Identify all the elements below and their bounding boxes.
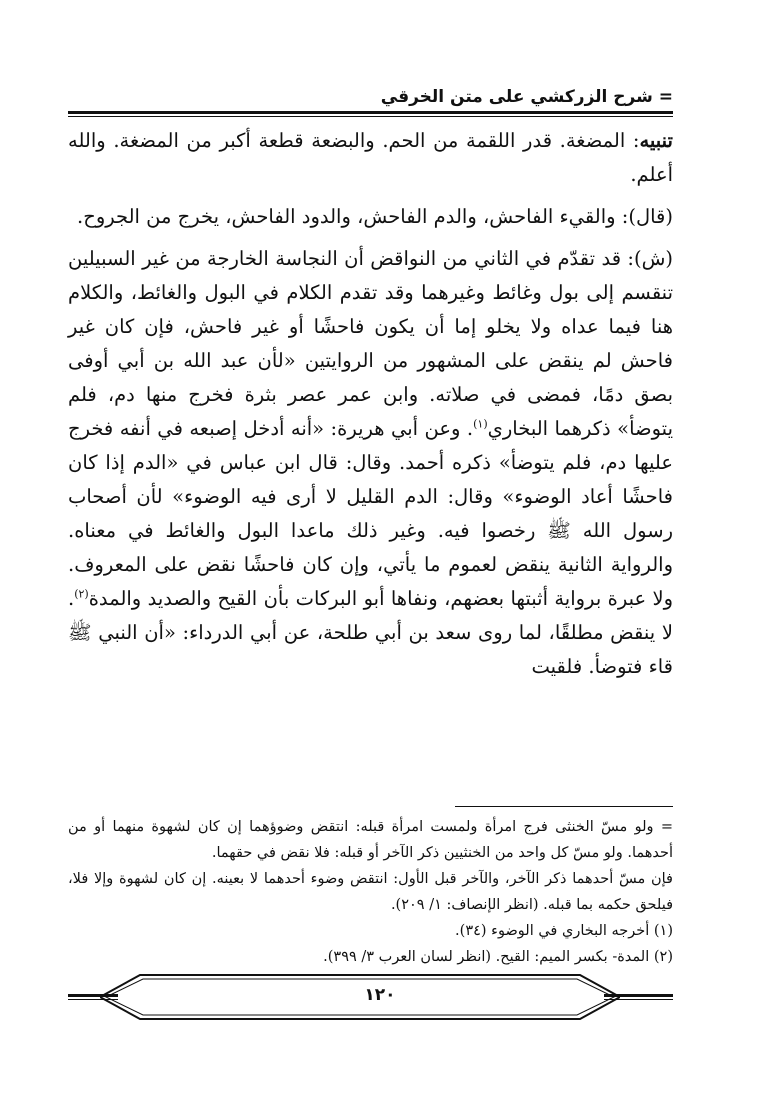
footnote-continuation-1: = ولو مسّ الخنثى فرج امرأة ولمست امرأة قبله: انتقض وضوؤهما إن كان لشهوة منهما أو من أحدهما. ولو مسّ كل واحد من الخنثيين ذكر الآخر أو قبله: فلا نقض في حقهما. (68, 819, 673, 861)
tanbih-label: تنبيه (639, 129, 673, 152)
tanbih-text: : المضغة. قدر اللقمة من الحم. والبضعة قطعة أكبر من المضغة. والله أعلم. (68, 129, 673, 186)
footnote-continuation-2: فإن مسّ أحدهما ذكر الآخر، والآخر قبل الأول: انتقض وضوء أحدهما لا بعينه. إن كان لشهوة وإلا فلا، فيلحق حكمه بما قبله. (انظر الإنصاف: ١/ ٢٠٩). (68, 871, 673, 913)
sharh-text-1: (ش): قد تقدّم في الثاني من النواقض أن النجاسة الخارجة من غير السبيلين تنقسم إلى بول وغائط وغيرهما وقد تقدم الكلام في البول والغائط، والكلام هنا فيما عداه ولا يخلو إما أن يكون فاحشًا أو غير فاحش، فإن كان غير فاحش لم ينقض على المشهور من الروايتين «لأن عبد الله بن أبي أوفى بصق دمًا، فمضى في صلاته. وابن عمر عصر بثرة فخرج منها دم، فلم يتوضأ» ذكرهما البخاري (68, 247, 673, 440)
footnote-1: (١) أخرجه البخاري في الوضوء (٣٤). (455, 923, 673, 939)
running-header-title (381, 87, 673, 107)
footnotes (68, 814, 673, 970)
paragraph-tanbih (68, 124, 673, 192)
qal-text: (قال): والقيء الفاحش، والدم الفاحش، والدود الفاحش، يخرج من الجروح. (77, 205, 673, 228)
header-double-rule (68, 111, 673, 117)
paragraph-sharh (68, 242, 673, 684)
main-text (68, 124, 673, 692)
footnote-ref-1[interactable]: (١) (473, 417, 488, 431)
page-number: ١٢٠ (364, 985, 396, 1005)
sharh-text-3: . لا ينقض مطلقًا، لما روى سعد بن أبي طلحة، عن أبي الدرداء: «أن النبي ﷺ قاء فتوضأ. فلقيت (68, 587, 673, 678)
sharh-text-2: . وعن أبي هريرة: «أنه أدخل إصبعه في أنفه فخرج عليها دم، فلم يتوضأ» ذكره أحمد. وقال: قال ابن عباس في «الدم إذا كان فاحشًا أعاد الوضوء» وقال: الدم القليل لا أرى فيه الوضوء» لأن أصحاب رسول الله ﷺ رخصوا فيه. وغير ذلك ماعدا البول والغائط في معناه. والرواية الثانية ينقض لعموم ما يأتي، وإن كان فاحشًا نقض على المعروف. ولا عبرة برواية أثبتها بعضهم، ونفاها أبو البركات بأن القيح والصديد والمدة (68, 417, 673, 610)
header-title-text: شرح الزركشي على متن الخرقي (380, 87, 653, 107)
footnote-ref-2[interactable]: (٢) (74, 587, 89, 601)
running-header (68, 82, 673, 112)
footnote-2: (٢) المدة- بكسر الميم: القيح. (انظر لسان العرب ٣/ ٣٩٩). (323, 949, 673, 965)
footnote-separator (455, 806, 673, 807)
header-marker: = (658, 87, 673, 107)
paragraph-qal (68, 200, 673, 234)
